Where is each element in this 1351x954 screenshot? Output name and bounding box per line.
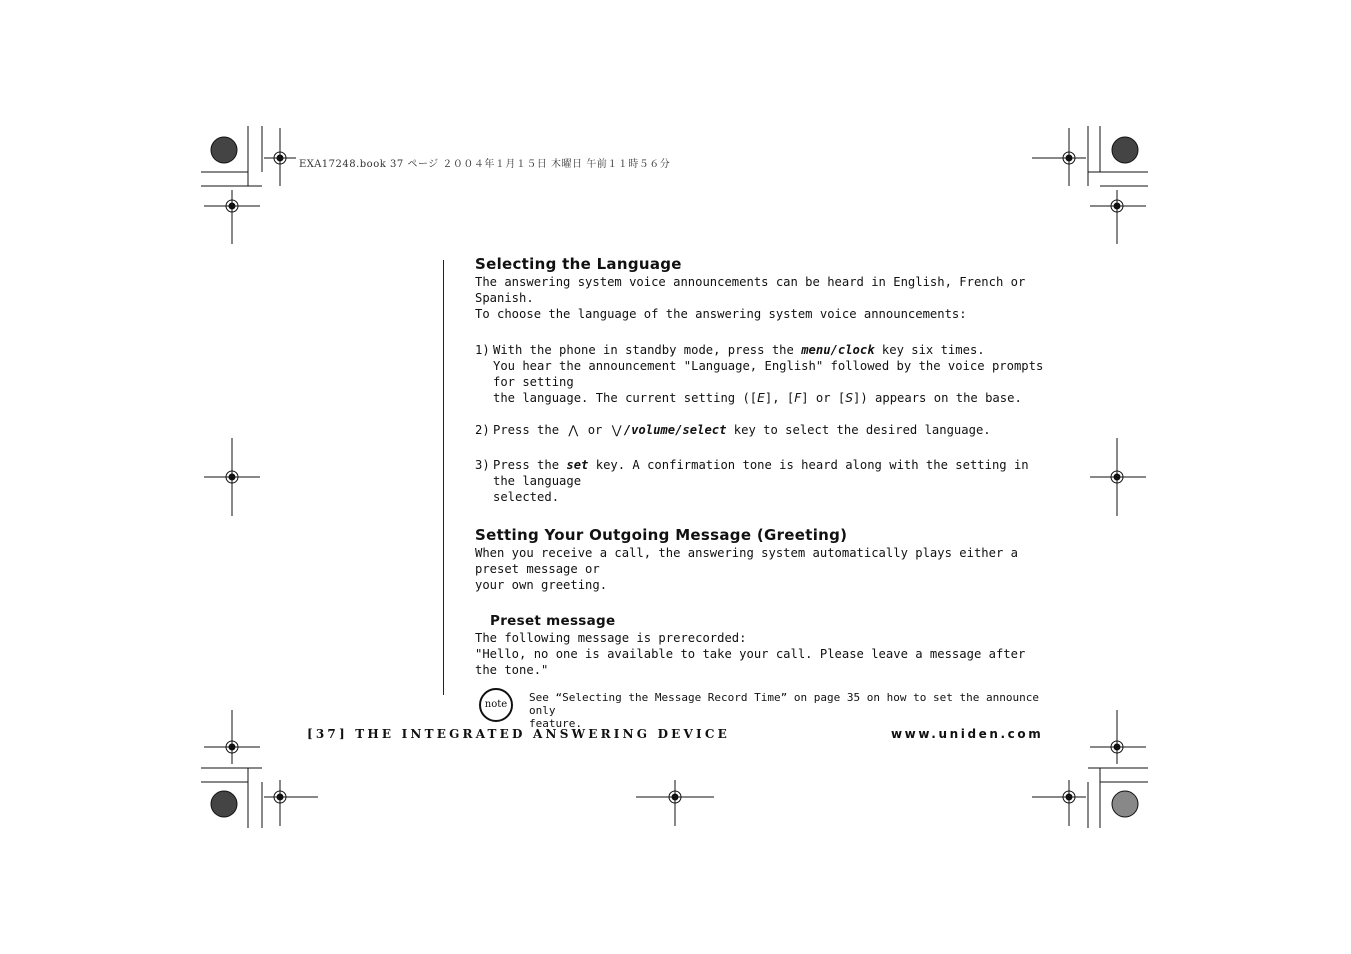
set-key: set [566, 458, 589, 472]
greeting-intro-2: your own greeting. [475, 578, 608, 592]
step-text: key to select the desired language. [726, 423, 991, 437]
lcd-e-icon: E [757, 391, 765, 405]
volume-select-key: /volume/select [623, 423, 727, 437]
footer-website: www.uniden.com [891, 727, 1044, 741]
step-number: 3) [475, 458, 490, 472]
step-text: selected. [493, 490, 560, 504]
step-number: 1) [475, 343, 490, 357]
language-step-3 [475, 457, 1050, 505]
greeting-intro-1: When you receive a call, the answering system automatically plays either a preset message or [475, 546, 1018, 576]
step-text: key six times. [874, 343, 985, 357]
step-text: Press the [493, 423, 567, 437]
step-text: or [580, 423, 610, 437]
step-text: ], [ [764, 391, 795, 405]
step-text: ]) appears on the base. [853, 391, 1022, 405]
note-icon: note [479, 688, 513, 722]
page-content [475, 254, 1050, 730]
language-intro-1: The answering system voice announcements can be heard in English, French or Spanish. [475, 275, 1026, 305]
note-text-1: See “Selecting the Message Record Time” on page 35 on how to set the announce only [529, 691, 1039, 717]
preset-text-1: The following message is prerecorded: [475, 631, 747, 645]
section-title-greeting: Setting Your Outgoing Message (Greeting) [475, 526, 848, 544]
subsection-title-preset: Preset message [490, 613, 616, 629]
step-text: Press the [493, 458, 567, 472]
step-text: You hear the announcement "Language, English" followed by the voice prompts for setting [493, 359, 1044, 389]
step-text: ] or [ [801, 391, 846, 405]
language-step-1 [475, 342, 1050, 406]
menu-clock-key: menu/clock [801, 343, 875, 357]
preset-text-2: "Hello, no one is available to take your call. Please leave a message after the tone." [475, 647, 1026, 677]
note-callout [475, 688, 1050, 730]
language-step-2 [475, 422, 1050, 438]
step-text: the language. The current setting ([ [493, 391, 758, 405]
lcd-s-icon: S [845, 391, 854, 405]
footer-page-section: [37] THE INTEGRATED ANSWERING DEVICE [307, 727, 730, 741]
section-title-language: Selecting the Language [475, 255, 682, 273]
column-divider [443, 260, 444, 695]
up-arrow-icon: ⋀ [568, 423, 579, 437]
print-header-info: EXA17248.book 37 ページ ２００４年１月１５日 木曜日 午前１１時５６分 [299, 159, 671, 170]
down-arrow-icon: ⋁ [611, 423, 622, 437]
step-number: 2) [475, 423, 490, 437]
note-text-2: feature. [529, 717, 582, 730]
step-text: With the phone in standby mode, press the [493, 343, 802, 357]
step-text: key. A confirmation tone is heard along with the setting in the language [493, 458, 1029, 488]
lcd-f-icon: F [794, 391, 802, 405]
language-intro-2: To choose the language of the answering system voice announcements: [475, 307, 967, 321]
